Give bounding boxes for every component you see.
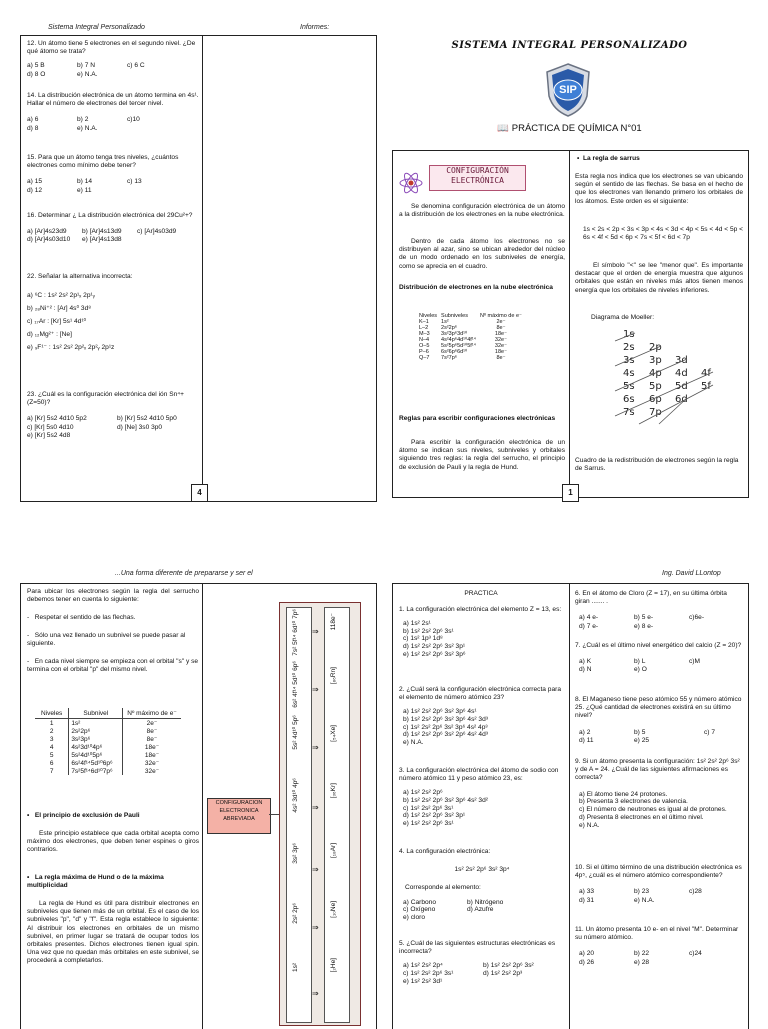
option: a) 6: [27, 116, 39, 124]
table-cell: 6s²6p⁶6d¹⁰: [441, 349, 468, 355]
option: c) El número de neutrones es igual al de protones.: [579, 806, 727, 814]
option: e) N.A.: [77, 124, 98, 132]
arrow-right-icon: ⇒: [312, 743, 319, 752]
option: a) 15: [27, 178, 43, 186]
option: e) 1s² 2s² 2p⁶ 3s¹: [403, 819, 454, 827]
orbital-label: 1s: [623, 329, 635, 340]
table-cell: 2s²2p⁶: [69, 727, 123, 735]
table-cell: 7s²5f¹⁴6d¹⁰7p⁶: [69, 767, 123, 775]
option: a) Carbono: [403, 898, 436, 906]
option: d) 1s² 2s² 2p³: [483, 970, 523, 977]
option: b) 5 e-: [634, 614, 654, 622]
option: d) 31: [579, 896, 595, 904]
table-row: [35, 735, 181, 743]
table-cell: 4s²4p⁶4d¹⁰4f¹⁴: [441, 337, 477, 343]
option: c) ₁₇Ar : [Kr] 5s¹ 4d¹⁰: [27, 318, 87, 326]
question-text: 10. Si el último término de una distribución electrónica es 4p⁵, ¿cuál es el número atómico correspondiente?: [575, 864, 742, 880]
option: d) 1s² 2s² 2p⁶ 3s² 3p¹: [403, 642, 466, 650]
arrow-right-icon: ⇒: [312, 989, 319, 998]
table-cell: 8e⁻: [496, 355, 506, 361]
question-text: 3. La configuración electrónica del átomo de sodio con número atómico 11 y peso atómico 23, es:: [399, 767, 559, 783]
option: e) 28: [634, 958, 650, 966]
page-2: [20, 583, 377, 1029]
orbital-label: 4p: [649, 368, 662, 379]
sip-logo: [543, 62, 593, 118]
page-4: [20, 35, 377, 502]
question-text: 1. La configuración electrónica del elemento Z = 13, es:: [399, 606, 562, 613]
column-divider: [202, 36, 203, 501]
config-cell: 6s² 4f¹⁴ 5d¹⁰ 6p⁶: [292, 661, 299, 708]
question-text: 16. Determinar ¿ La distribución electrónica del 29Cu²+?: [27, 212, 193, 219]
option: b) L: [634, 658, 646, 666]
table-header: Niveles: [41, 709, 63, 717]
table-row: [35, 751, 181, 759]
question-text: 4. La configuración electrónica:: [399, 848, 491, 855]
option: d) 8 O: [27, 70, 46, 78]
rules-title: Reglas para escribir configuraciones electrónicas: [399, 415, 556, 422]
option: c)6e-: [689, 614, 705, 622]
table-cell: Q–7: [419, 355, 430, 361]
header-right: Informes:: [300, 24, 330, 31]
table-cell: 18e⁻: [494, 331, 508, 337]
question-text: 11. Un átomo presenta 10 e- en el nivel "M". Determinar su número atómico.: [575, 926, 739, 942]
table-cell: 18e⁻: [123, 751, 181, 759]
option: e) N.A.: [634, 896, 655, 904]
option: d) N: [579, 666, 592, 674]
option: e) [Ar]4s13d8: [82, 236, 122, 244]
moeller-diagram: [609, 329, 739, 449]
table-row: [35, 719, 181, 728]
option: e) N.A.: [403, 738, 424, 746]
bullet-2: - Sólo una vez llenado un subnivel se puede pasar al siguiente.: [27, 632, 186, 648]
page-number: 4: [191, 484, 208, 502]
bullet-text: En cada nivel siempre se empieza con el orbital "s" y se termina con el orbital "p" del mismo nivel.: [27, 658, 199, 674]
table-cell: 5s²4d¹⁰5p⁶: [69, 751, 123, 759]
atom-icon: [399, 171, 423, 195]
question-text: 23. ¿Cuál es la configuración electrónica del ión Sn⁴+ (Z=50)?: [27, 391, 184, 407]
table-cell: O–5: [419, 343, 430, 349]
option: a) [Ar]4s23d9: [27, 228, 67, 236]
arrow-right-icon: ⇒: [312, 923, 319, 932]
table-cell: M–3: [419, 331, 430, 337]
orbital-label: 3d: [675, 355, 688, 366]
table-header: Nº máximo de e⁻: [123, 708, 181, 719]
option: a) 1s² 2s² 2p⁶ 3s² 3p⁶ 4s¹: [403, 708, 477, 716]
config-cell: 7s² 5f¹⁴ 6d¹⁰ 7p⁶: [292, 609, 299, 656]
table-row: [417, 355, 524, 361]
levels-table: [417, 313, 524, 361]
question-text: 6. En el átomo de Cloro (Z = 17), en su última órbita giran ....... .: [575, 590, 727, 606]
rules-text: Para escribir la configuración electrónica de un átomo se indican sus niveles, subniveles y orbitales siguiendo tres reglas: la regla del serrucho, el principio de exclusión de Pauli y la regla de Hund.: [399, 439, 565, 471]
table-cell: 32e⁻: [494, 337, 508, 343]
bullet-1: - Respetar el sentido de las flechas.: [27, 614, 136, 621]
orbital-label: 5f: [701, 381, 711, 392]
question-text: 12. Un átomo tiene 5 electrones en el segundo nivel. ¿De qué átomo se trata?: [27, 40, 196, 56]
config-cell: 1s²: [292, 963, 299, 973]
option: d) ₁₂Mg²⁺ : [Ne]: [27, 331, 72, 339]
option: b) 7 N: [77, 62, 95, 70]
option: a) 5 B: [27, 62, 45, 70]
option: e) 1s² 2s² 3d¹: [403, 977, 443, 985]
page-1: [392, 150, 749, 498]
intro-text: Se denomina configuración electrónica de un átomo a la distribución de los electrones en la nube electrónica.: [399, 203, 565, 219]
table-cell: 5: [49, 751, 54, 759]
table-cell: 32e⁻: [123, 767, 181, 775]
question-4: [399, 848, 565, 921]
option: b) [Kr] 5s2 4d10 5p0: [117, 415, 177, 423]
question-16: [27, 212, 199, 245]
table-header: Subnivel: [69, 708, 123, 719]
option: d) [Ar]4s03d10: [27, 236, 71, 244]
energy-order: 1s < 2s < 2p < 3s < 3p < 4s < 3d < 4p < 5s < 4d < 5p < 6s < 4f < 5d < 6p < 7s < 5f < 6d < 7p: [583, 226, 743, 242]
table-cell: 6: [49, 759, 54, 767]
pauli-text: Este principio establece que cada orbital acepta como máximo dos electrones, que deben tener espines o giros contrarios.: [27, 830, 199, 854]
orbital-label: 4d: [675, 368, 688, 379]
option: c) [Kr] 5s0 4d10: [27, 423, 74, 431]
config-cell: 3s² 3p⁶: [292, 843, 299, 864]
noble-gas-cell: 118e⁻: [330, 613, 337, 631]
orbital-label: 6s: [623, 394, 635, 405]
pauli-title-text: El principio de exclusión de Pauli: [34, 812, 140, 819]
option: b) 23: [634, 888, 650, 896]
orbital-label: 6p: [649, 394, 662, 405]
bullet-text: Sólo una vez llenado un subnivel se puede pasar al siguiente.: [27, 632, 186, 648]
question-text: 2. ¿Cuál será la configuración electrónica correcta para el elemento de número atómico 23?: [399, 686, 561, 702]
arrow-right-icon: ⇒: [312, 803, 319, 812]
question-text: 15. Para que un átomo tenga tres niveles, ¿cuántos electrones como mínimo debe tener?: [27, 154, 179, 170]
table-header: Nº máximo de e⁻: [480, 313, 522, 319]
option: c) Oxígeno: [403, 906, 436, 914]
orbital-label: 2s: [623, 342, 635, 353]
orbital-label: 3p: [649, 355, 662, 366]
table-header: Subniveles: [441, 313, 468, 319]
noble-gas-cell: [₃₆Kr]: [330, 783, 337, 799]
table-cell: 1: [49, 719, 54, 727]
question-9: [575, 758, 743, 830]
option: c)M: [689, 658, 700, 666]
table-cell: 1s²: [69, 719, 123, 728]
option: a) [Kr] 5s2 4d10 5p2: [27, 415, 87, 423]
option: e) 8 e-: [634, 622, 654, 630]
question-10: [575, 864, 743, 905]
option: b) 1s² 2s² 2p⁶ 3s²: [483, 962, 534, 970]
table-cell: 6s²4f¹⁴5d¹⁰6p⁶: [69, 759, 123, 767]
orbital-label: 4s: [623, 368, 635, 379]
table-cell: 18e⁻: [494, 349, 508, 355]
abbreviated-config-badge: CONFIGURACION ELECTRONICA ABREVIADA: [207, 798, 271, 834]
option: c) [Ar]4s03d9: [137, 228, 177, 236]
option: b) 2: [77, 116, 89, 124]
practice-heading: PRACTICA: [464, 590, 498, 597]
option: d) 8: [27, 124, 39, 132]
table-cell: 2: [49, 727, 54, 735]
option: d) 12: [27, 186, 43, 194]
option: a) K: [579, 658, 592, 666]
orbital-label: 5d: [675, 381, 688, 392]
orbital-label: 2p: [649, 342, 662, 353]
table-header: Niveles: [419, 313, 438, 319]
option: d) Presenta 8 electrones en el último nivel.: [579, 814, 704, 821]
question-text: 7. ¿Cuál es el último nivel energético del calcio (Z = 20)?: [575, 642, 742, 649]
question-text: 8. El Maganeso tiene peso atómico 55 y número atómico 25. ¿Qué cantidad de electrones existirá en su último nivel?: [575, 696, 742, 720]
option: d) 1s² 2s² 2p⁶ 3s² 3p¹: [403, 812, 466, 820]
sarrus-text: Esta regla nos indica que los electrones se van ubicando según el sentido de las flechas. Se basa en el hecho de que los electrones van llenando primero los orbitales de los átomos. Este orden es el siguiente:: [575, 173, 743, 205]
intro-text-2: Dentro de cada átomo los electrones no se distribuyen al azar, sino se ubican alrededor del núcleo de un modo ordenado en los subniveles de energía, como se aprecia en el cuadro.: [399, 238, 565, 270]
question-6: [575, 590, 743, 631]
table-cell: 4s²3d¹⁰4p⁶: [69, 743, 123, 751]
scroll-panel: [279, 602, 361, 1026]
option: c) 1s² 2s² 2p⁶ 3s¹: [403, 804, 454, 812]
option: a) 2: [579, 728, 591, 736]
table-row: [35, 767, 181, 775]
page-number: 1: [562, 484, 579, 502]
orbital-label: 5p: [649, 381, 662, 392]
table-cell: 8e⁻: [123, 735, 181, 743]
table-cell: L–2: [419, 325, 429, 331]
question-11: [575, 926, 743, 967]
option: c)10: [127, 116, 140, 124]
option: d) 1s² 2s² 2p⁶ 3s² 2p⁶ 4s² 4d³: [403, 731, 488, 739]
option: a) 20: [579, 950, 595, 958]
arrow-right-icon: ⇒: [312, 865, 319, 874]
table-cell: 7: [49, 767, 54, 775]
option: c) 1s² 1p³ 1d⁸: [403, 635, 443, 643]
table-cell: 5s²5p⁶5d¹⁰5f¹⁴: [441, 343, 477, 349]
arrow-right-icon: ⇒: [312, 627, 319, 636]
orbital-label: 7p: [649, 407, 662, 418]
table-cell: 18e⁻: [123, 743, 181, 751]
connector-line: [269, 814, 279, 815]
option: b) 14: [77, 178, 93, 186]
option: c) 6 C: [127, 62, 145, 70]
table-cell: N–4: [419, 337, 430, 343]
table-cell: 32e⁻: [123, 759, 181, 767]
question-text: 22. Señalar la alternativa incorrecta:: [27, 273, 133, 280]
pauli-title: • El principio de exclusión de Pauli: [27, 812, 140, 819]
author: Ing. David LLontop: [662, 570, 721, 577]
question-text: 14. La distribución electrónica de un átomo termina en 4s¹. Hallar el número de electrones del tercer nivel.: [27, 92, 199, 108]
question-15: [27, 154, 199, 195]
option: e) N.A.: [579, 821, 600, 829]
option: a) 1s² 2s¹: [403, 620, 431, 628]
option: a) 1s² 2s² 2p⁶: [403, 789, 443, 797]
option: e) 11: [77, 186, 92, 194]
orbital-label: 3s: [623, 355, 635, 366]
table-cell: 4: [49, 743, 54, 751]
option: e) O: [634, 666, 647, 674]
option: e) 25: [634, 736, 650, 744]
question-5: [399, 940, 565, 985]
moeller-label: Diagrama de Moeller:: [591, 314, 655, 321]
question-1: [399, 606, 565, 658]
option: c)24: [689, 950, 702, 958]
option: e) N.A.: [77, 70, 98, 78]
bullet-text: Respetar el sentido de las flechas.: [34, 614, 136, 621]
serrucho-intro: Para ubicar los electrones según la regla del serrucho debemos tener en cuenta lo siguiente:: [27, 588, 199, 604]
sarrus-title-text: La regla de sarrus: [582, 155, 640, 162]
table-cell: 7s²7p⁶: [441, 355, 458, 361]
option: b) 1s² 2s² 2p⁶ 3s² 3p⁶ 4s² 3d²: [403, 797, 488, 804]
table-row: [35, 743, 181, 751]
option: d) [Ne] 3s0 3p0: [117, 423, 163, 431]
option: d) 26: [579, 958, 595, 966]
noble-gas-cell: [₅₄Xe]: [330, 725, 337, 742]
table-cell: 2e⁻: [123, 719, 181, 728]
arrow-right-icon: ⇒: [312, 685, 319, 694]
hund-text: La regla de Hund es útil para distribuir electrones en subniveles que tienen más de un orbital. Es el caso de los subniveles "p", "d" y "f". Esta regla establece lo siguiente: Al distribuir los electrones en orbitales de un mismo subnivel, en primer lugar se tratará de ocupar todos los orbitales presentes. Dichos electrones tienen igual spin. Una vez que no quedan más orbitales en este subnivel, se procederá a completarlos.: [27, 900, 199, 965]
symbol-note: El símbolo "<" se lee "menor que". Es importante destacar que el orden de energía muestra que algunos orbitales que están en niveles más altos tienen menos energía que los orbitales de niveles inferiores.: [575, 262, 743, 294]
hund-title: • La regla máxima de Hund o de la máxima multiplicidad: [27, 874, 164, 890]
option: b) [Ar]4s13d9: [82, 228, 122, 236]
option: e) cloro: [403, 913, 425, 921]
table-cell: 32e⁻: [494, 343, 508, 349]
noble-gas-cell: [₁₈Ar]: [330, 843, 337, 858]
question-3: [399, 767, 565, 827]
book-icon: 📖: [497, 123, 510, 134]
option: a) ⁶C : 1s² 2s² 2p¹ₓ 2p¹ᵧ: [27, 292, 95, 300]
option: b) 1s² 2s² 2p⁶ 3s² 3p⁶ 4s² 3d³: [403, 716, 488, 723]
option: c) 1s² 2s² 2p⁶ 3s² 3p⁶ 4s² 4p³: [403, 723, 488, 731]
moeller-arrows: [609, 329, 739, 429]
noble-gas-cell: [₈₆Rn]: [330, 667, 337, 685]
option: c) 13: [127, 178, 142, 186]
table-cell: 3s²3p⁶3d¹⁰: [441, 331, 468, 337]
option: c) 1s² 2s² 2p⁶ 3s¹: [403, 970, 454, 977]
table-cell: 8e⁻: [123, 727, 181, 735]
option: d) 11: [579, 736, 594, 744]
orbital-label: 4f: [701, 368, 711, 379]
option: b) 1s² 2s² 2p⁶ 3s¹: [403, 627, 454, 635]
section-badge: CONFIGURACIÓN ELECTRÓNICA: [429, 165, 526, 191]
noble-gas-cell: [₁₀Ne]: [330, 901, 337, 918]
table-row: [35, 759, 181, 767]
table-cell: 3s²3p⁶: [69, 735, 123, 743]
noble-gas-cell: [₂He]: [330, 958, 337, 973]
orbital-label: 7s: [623, 407, 635, 418]
question-formula: 1s² 2s² 2p⁶ 3s² 3p⁴: [454, 866, 510, 874]
table-cell: P–6: [419, 349, 429, 355]
table-cell: 2e⁻: [496, 319, 506, 325]
option: d) Azufre: [467, 906, 494, 914]
question-text: 9. Si un átomo presenta la configuración: 1s² 2s² 2p⁶ 3s² y de A = 24. ¿Cuál de las siguientes afirmaciones es correcta?: [575, 758, 740, 782]
header-left: Sistema Integral Personalizado: [48, 24, 145, 31]
option: b) Presenta 3 electrones de valencia.: [579, 798, 688, 806]
option: e) [Kr] 5s2 4d8: [27, 431, 71, 439]
option: a) 33: [579, 888, 595, 896]
table-cell: K–1: [419, 319, 429, 325]
option: b) ₂₈Ni⁺² : [Ar] 4s⁰ 3d⁸: [27, 305, 92, 313]
option: a) 1s² 2s² 2p⁴: [403, 962, 443, 970]
column-divider: [202, 584, 203, 1029]
option: b) 22: [634, 950, 650, 958]
question-2: [399, 686, 565, 746]
question-12: [27, 40, 199, 79]
option: d) 7 e-: [579, 622, 599, 630]
config-cell: 2s² 2p⁶: [292, 903, 299, 924]
option: a) 4 e-: [579, 614, 599, 622]
option: c)28: [689, 888, 702, 896]
logo-text: SIP: [559, 84, 577, 96]
option: b) Nitrógeno: [467, 898, 504, 906]
question-text: 5. ¿Cuál de las siguientes estructuras electrónicas es incorrecta?: [399, 940, 556, 956]
bullet-3: - En cada nivel siempre se empieza con el orbital "s" y se termina con el orbital "p" del mismo nivel.: [27, 658, 199, 674]
hund-title-text: La regla máxima de Hund o de la máxima multiplicidad: [27, 874, 164, 890]
levels-table: [35, 708, 181, 775]
question-23: [27, 391, 199, 440]
question-8: [575, 696, 743, 745]
question-prompt: Corresponde al elemento:: [405, 884, 481, 892]
question-7: [575, 642, 743, 675]
option: a) El átomo tiene 24 protones.: [579, 790, 668, 798]
table-cell: 1s²: [441, 319, 449, 325]
distribution-title: Distribución de electrones en la nube electrónica: [399, 284, 553, 291]
sarrus-title: • La regla de sarrus: [577, 155, 640, 162]
option: c) 7: [704, 728, 715, 736]
table-cell: 8e⁻: [496, 325, 506, 331]
page-3: [392, 583, 749, 1029]
table-cell: 2s²2p⁶: [441, 325, 458, 331]
table-row: [35, 727, 181, 735]
column-divider: [569, 584, 570, 1029]
orbital-label: 5s: [623, 381, 635, 392]
practice-title-text: PRÁCTICA DE QUÍMICA N°01: [511, 123, 642, 134]
column-divider: [569, 151, 570, 497]
config-cell: 5s² 4d¹⁰ 5p⁶: [292, 715, 299, 750]
noble-gas-column: [324, 607, 350, 1023]
question-14: [27, 92, 199, 133]
option: e) ₉F¹⁻ : 1s² 2s² 2p²ₓ 2p²ᵧ 2p¹z: [27, 344, 115, 352]
practice-title: [392, 123, 747, 134]
question-22: [27, 273, 199, 354]
config-cell: 4s² 3d¹⁰ 4p⁶: [292, 778, 299, 813]
option: e) 1s² 2s² 2p⁶ 3s² 3p⁶: [403, 650, 466, 658]
option: b) 5: [634, 728, 646, 736]
table-cell: 3: [49, 735, 54, 743]
page-title: SISTEMA INTEGRAL PERSONALIZADO: [451, 40, 688, 51]
moeller-caption: Cuadro de la redistribución de electrones según la regla de Sarrus.: [575, 457, 739, 473]
footer-slogan: ...Una forma diferente de prepararse y ser el: [115, 570, 253, 577]
orbital-label: 6d: [675, 394, 688, 405]
